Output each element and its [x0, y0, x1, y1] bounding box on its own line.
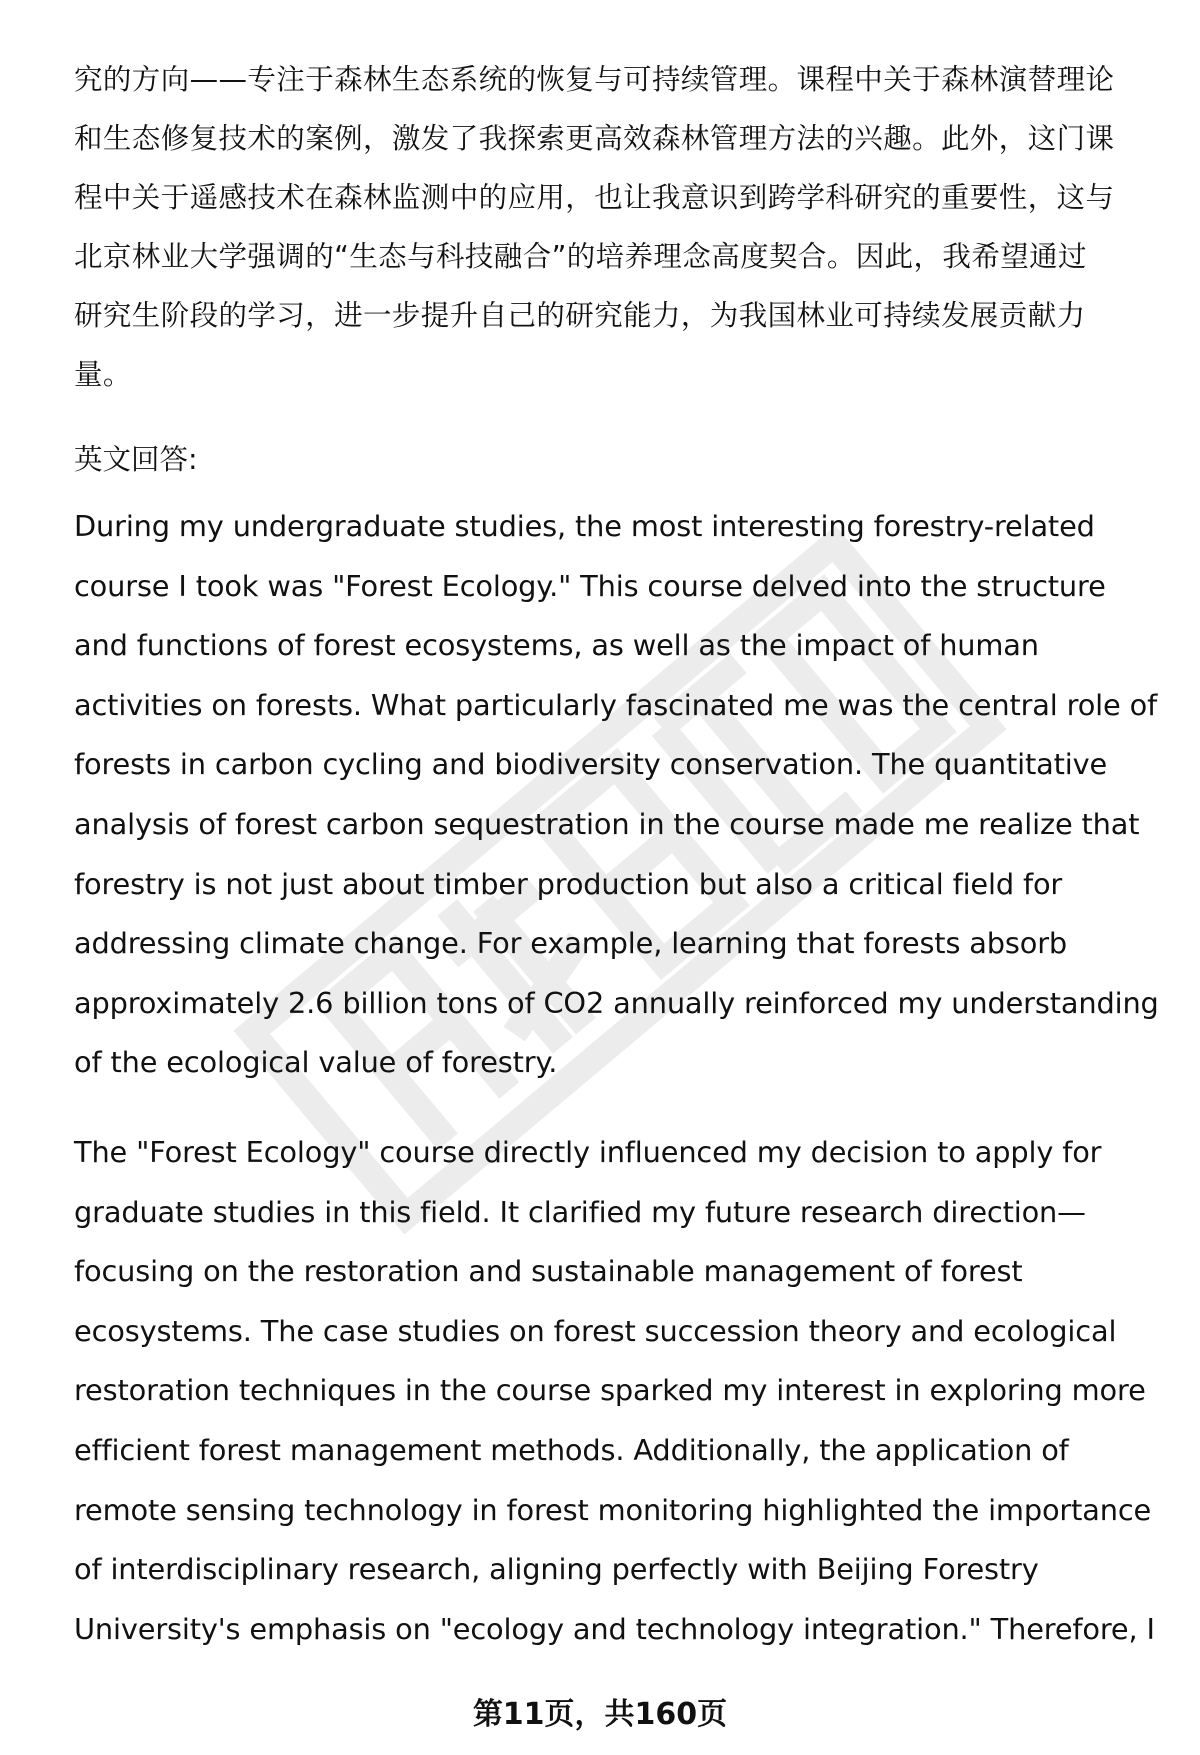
paragraph-line: forests in carbon cycling and biodiversity conservation. The quantitative — [74, 747, 1108, 782]
paragraph-line: course I took was "Forest Ecology." This course delved into the structure — [74, 568, 1106, 603]
paragraph-line: efficient forest management methods. Additionally, the application of — [74, 1432, 1069, 1467]
paragraph-line: 究的方向——专注于森林生态系统的恢复与可持续管理。课程中关于森林演替理论 — [74, 63, 1115, 96]
paragraph-line: focusing on the restoration and sustainable management of forest — [74, 1254, 1023, 1289]
paragraph-line: forestry is not just about timber production but also a critical field for — [74, 866, 1063, 901]
page-number: 第11页，共160页 — [472, 1697, 728, 1732]
paragraph-line: and functions of forest ecosystems, as well as the impact of human — [74, 628, 1039, 663]
paragraph-line: activities on forests. What particularly fascinated me was the central role of — [74, 687, 1158, 722]
paragraph-line: of interdisciplinary research, aligning perfectly with Beijing Forestry — [74, 1552, 1039, 1587]
paragraph-line: analysis of forest carbon sequestration in the course made me realize that — [74, 806, 1140, 841]
paragraph-line: 程中关于遥感技术在森林监测中的应用，也让我意识到跨学科研究的重要性，这与 — [74, 181, 1115, 214]
paragraph-line: 和生态修复技术的案例，激发了我探索更高效森林管理方法的兴趣。此外，这门课 — [74, 122, 1115, 155]
paragraph-line: 研究生阶段的学习，进一步提升自己的研究能力，为我国林业可持续发展贡献力 — [74, 299, 1086, 332]
chinese-paragraph — [74, 50, 1154, 404]
paragraph-line: 北京林业大学强调的“生态与科技融合”的培养理念高度契合。因此，我希望通过 — [74, 240, 1087, 273]
paragraph-line: University's emphasis on "ecology and technology integration." Therefore, I — [74, 1611, 1155, 1646]
paragraph-line: graduate studies in this field. It clarified my future research direction— — [74, 1194, 1086, 1229]
paragraph-line: remote sensing technology in forest monitoring highlighted the importance — [74, 1492, 1152, 1527]
paragraph-line: of the ecological value of forestry. — [74, 1045, 558, 1080]
paragraph-line: approximately 2.6 billion tons of CO2 annually reinforced my understanding — [74, 985, 1159, 1020]
english-paragraph-2 — [74, 1123, 1164, 1659]
paragraph-line: ecosystems. The case studies on forest succession theory and ecological — [74, 1313, 1117, 1348]
paragraph-line: The "Forest Ecology" course directly influenced my decision to apply for — [74, 1135, 1102, 1169]
paragraph-line: addressing climate change. For example, learning that forests absorb — [74, 926, 1068, 961]
paragraph-line: During my undergraduate studies, the most interesting forestry-related — [74, 509, 1095, 543]
paragraph-line: restoration techniques in the course sparked my interest in exploring more — [74, 1373, 1146, 1408]
paragraph-line: 量。 — [74, 358, 132, 391]
english-paragraph-1 — [74, 497, 1164, 1093]
section-heading: 英文回答: — [74, 443, 198, 476]
